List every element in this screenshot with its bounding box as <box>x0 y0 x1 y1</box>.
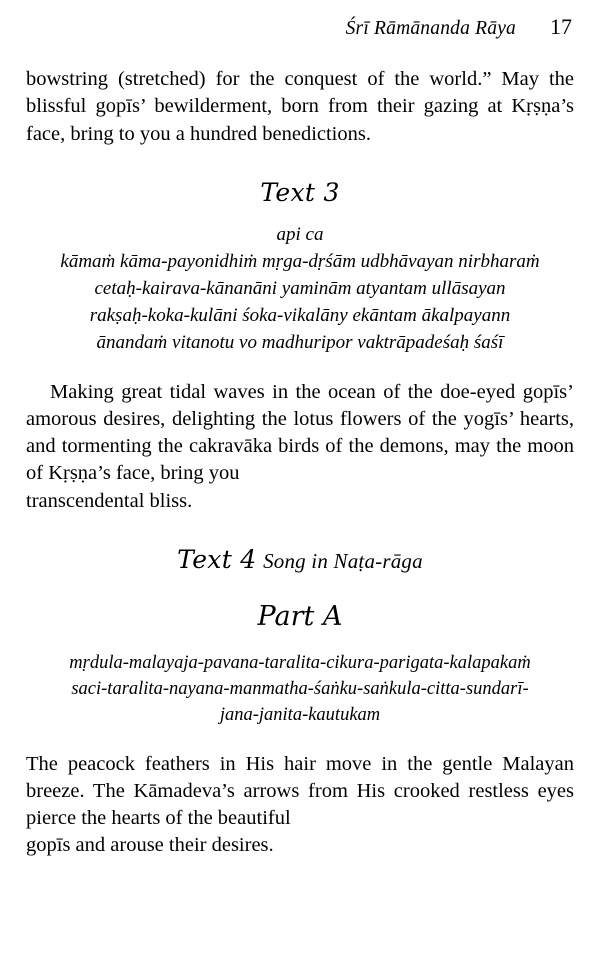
text-3-translation: Making great tidal waves in the ocean of the doe-eyed gopīs’ amorous desires, delighting the lotus flowers of the yogīs’ hearts, and tormenting the cakravāka birds of the demons, may the moon of Kṛṣṇa’s face, bring you <box>26 380 574 485</box>
text-4-heading <box>26 545 574 575</box>
sanskrit-line: jana-janita-kautukam <box>219 705 381 726</box>
page-number: 17 <box>550 14 572 39</box>
running-title: Śrī Rāmānanda Rāya <box>345 18 516 39</box>
part-a-translation: The peacock feathers in His hair move in the gentle Malayan breeze. The Kāmadeva’s arrows from His crooked restless eyes pierce the hearts of the beautiful <box>26 752 574 830</box>
text-3-heading-label: Text 3 <box>260 177 340 207</box>
text-4-heading-label: Text 4 <box>177 544 257 574</box>
sanskrit-line: api ca <box>276 223 324 245</box>
sanskrit-line: rakṣaḥ-koka-kulāni śoka-vikalāny ekāntam ākalpayann <box>89 304 511 326</box>
sanskrit-line: saci-taralita-nayana-manmatha-śaṅku-saṅkula-citta-sundarī- <box>71 679 529 700</box>
text-4-subtitle: Song in Naṭa-rāga <box>263 548 423 573</box>
part-a-heading-label: Part A <box>257 600 343 632</box>
part-a-sanskrit-verse <box>26 650 574 729</box>
sanskrit-line: mṛdula-malayaja-pavana-taralita-cikura-parigata-kalapakaṁ <box>69 652 531 673</box>
sanskrit-line: kāmaṁ kāma-payonidhiṁ mṛga-dṛśām udbhāvayan nirbharaṁ <box>60 250 540 272</box>
text-3-sanskrit-verse <box>26 222 574 357</box>
page-header <box>26 14 574 40</box>
part-a-translation-last-line: gopīs and arouse their desires. <box>26 834 274 857</box>
paragraph-continuation: bowstring (stretched) for the conquest of the world.” May the blissful gopīs’ bewilderment, born from their gazing at Kṛṣṇa’s face, bring to you a hundred benedictions. <box>26 68 574 145</box>
text-3-translation-last-line: transcendental bliss. <box>26 489 193 512</box>
text-3-heading <box>26 178 574 208</box>
sanskrit-line: ānandaṁ vitanotu vo madhuripor vaktrāpadeśaḥ śaśī <box>96 331 504 353</box>
sanskrit-line: cetaḥ-kairava-kānanāni yaminām atyantam ullāsayan <box>94 277 506 299</box>
part-a-heading <box>26 601 574 632</box>
